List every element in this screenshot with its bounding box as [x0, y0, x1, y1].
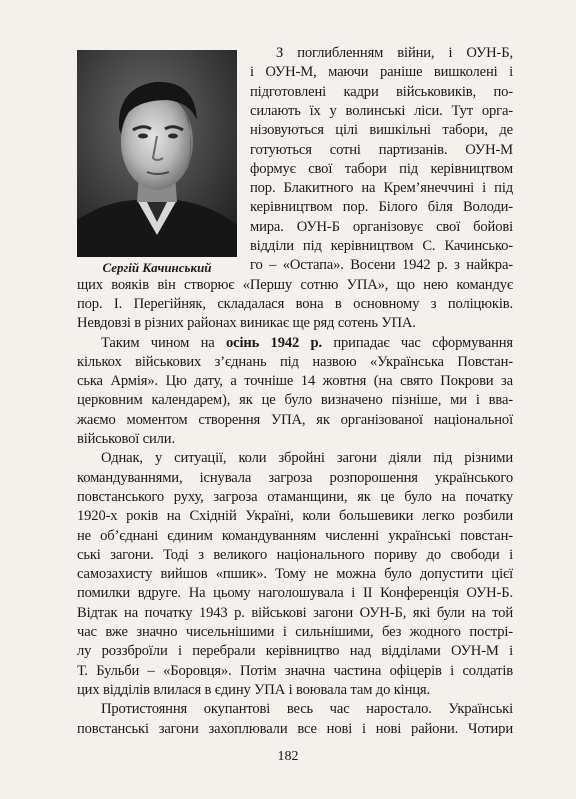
text-line: силають їх у волинські ліси. Тут орга- — [250, 102, 513, 119]
text-line: час вже значно чисельнішими і сильнішими, без жодного пострі- — [77, 624, 513, 640]
text-line: кількох військових з’єднань під назвою «Українська Повстан- — [77, 353, 513, 370]
text-line: і ОУН-М, маючи раніше вишколені і — [250, 64, 513, 81]
text-line: формує свої табори під керівництвом — [250, 160, 513, 177]
text-line: лу роззброїли і перебрали керівництво над відділами ОУН-М і — [77, 643, 513, 660]
text-line: жаємо моментом створення УПА, як організованої національної — [77, 411, 513, 428]
text-line: цих відділів влилася в єдину УПА і воювала там до кінця. — [77, 681, 430, 698]
text-line: пор. Блакитного на Крем’янеччині і під — [250, 180, 513, 197]
text-line: ські загони. Тоді з великого національного пориву до свободи і — [77, 546, 513, 563]
text-line: готуються сотні партизанів. ОУН-М — [250, 141, 513, 158]
text-line: З поглибленням війни, і ОУН-Б, — [276, 45, 513, 61]
text-line: Т. Бульби – «Боровця». Потім значна частина офіцерів і солдатів — [77, 662, 513, 679]
portrait-image — [77, 50, 237, 257]
text-line: повстанські загони захоплювали все нові і нові райони. Чотири — [77, 720, 513, 737]
text-line: Відтак на початку 1943 р. військові загони ОУН-Б, які були на той — [77, 604, 513, 621]
text-line: відділи під керівництвом С. Качинсько- — [250, 238, 513, 254]
text-line: помилки вдруге. На цьому наголошувала і ІІ Конференція ОУН-Б. — [77, 585, 513, 602]
photo-caption: Сергій Качинський — [102, 260, 212, 275]
text-line: церковним календарем), як це було визначено пізніше, ми і вва- — [77, 392, 513, 409]
text-line: повстанського руху, загроза отаманщини, як це було на початку — [77, 488, 513, 505]
text-line: Невдовзі в різних районах виникає ще ряд сотень УПА. — [77, 315, 416, 332]
text-line: пор. І. Перегійняк, складалася вона в основному з поліцюків. — [77, 295, 513, 312]
text-line: підготовлені кадри військовиків, по- — [250, 83, 513, 100]
portrait-photo — [77, 50, 237, 257]
text-line: командуваннями, існувала загроза розпорошення українського — [77, 469, 513, 486]
page-number: 182 — [277, 748, 299, 764]
text-run: припадає час сформування — [333, 334, 513, 351]
text-line: го – «Остапа». Восени 1942 р. з найкра- — [250, 257, 513, 274]
text-line: не об’єднані єдиним командуванням численні українські повстан- — [77, 527, 513, 544]
text-line: 1920-х років на Східній Україні, коли большевики легко розбили — [77, 508, 513, 525]
text-line: військової сили. — [77, 431, 175, 447]
text-line: самозахисту вийшов «пшик». Тому не можна було допустити цієї — [77, 566, 513, 583]
text-line: ська Армія». Цю дату, а точніше 14 жовтня (на свято Покрови за — [77, 373, 513, 390]
text-run: Таким чином на — [101, 334, 215, 351]
text-line: Однак, у ситуації, коли збройні загони діяли під різними — [101, 450, 513, 467]
text-run-bold: осінь 1942 р. — [225, 334, 322, 351]
text-line: нізовуються цілі вишкільні табори, де — [250, 122, 513, 139]
text-line: керівництвом пор. Білого біля Володи- — [250, 199, 513, 216]
text-line-mixed — [101, 334, 513, 353]
text-line: Протистояння окупантові весь час наростало. Українські — [101, 701, 513, 718]
text-line: щих вояків він створює «Першу сотню УПА», що нею командує — [77, 276, 513, 293]
text-line: мира. ОУН-Б організовує свої бойові — [250, 218, 513, 235]
